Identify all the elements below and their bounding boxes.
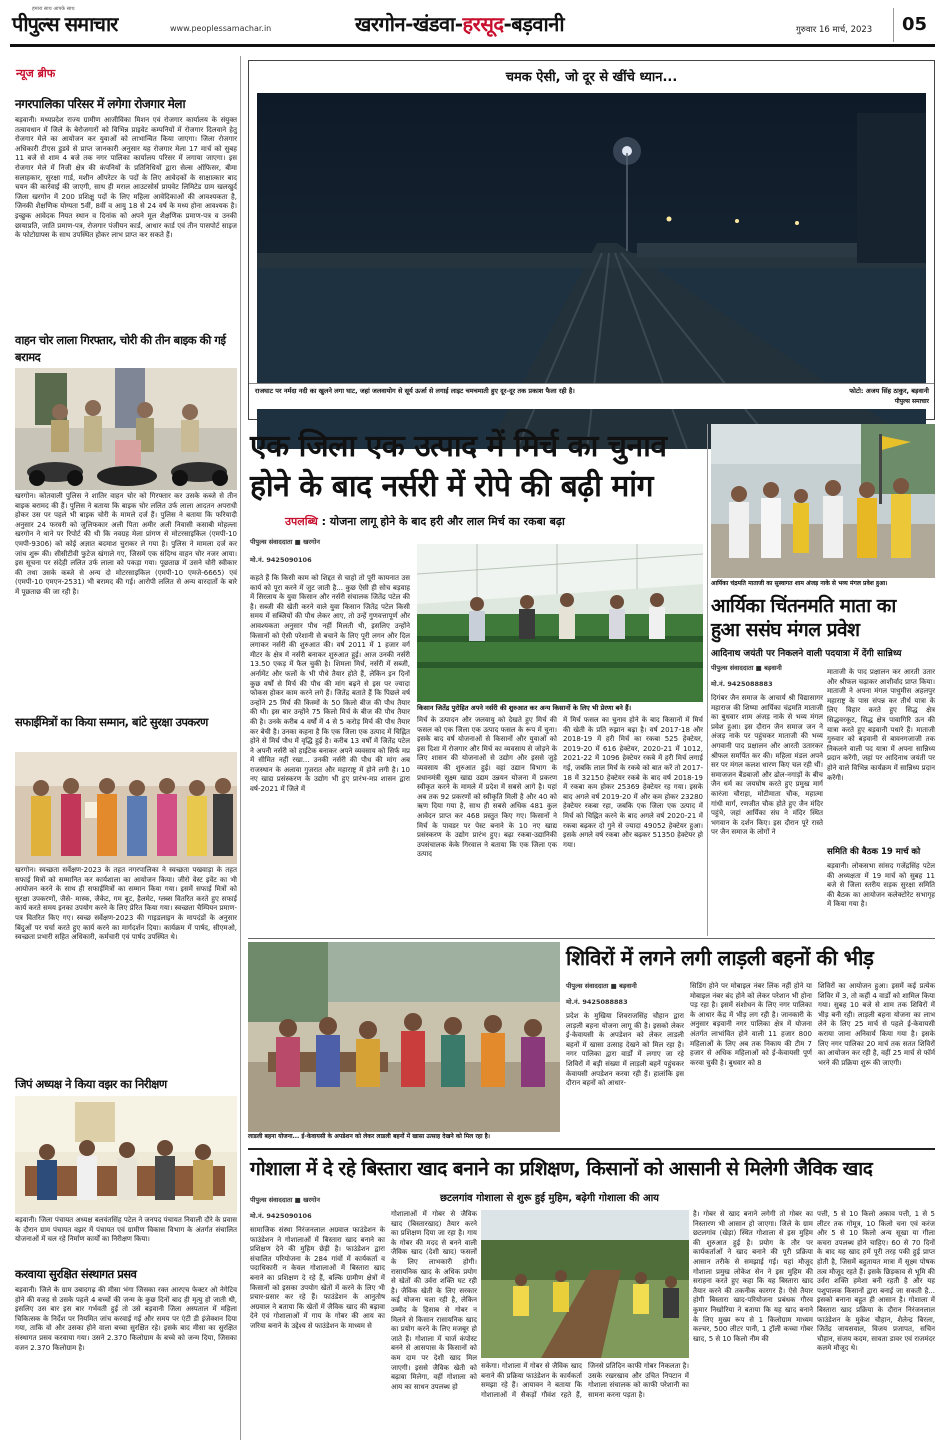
masthead-date: गुरुवार 16 मार्च, 2023: [796, 25, 873, 35]
gaushala-col-3: सकेगा। गोशाला में गोबर से जैविक खाद बनाने की प्रक्रिया फाउंडेशन के कार्यकर्ता समझा रहे हैं। आयावन ने बताया कि गोशालाओं में सैकड़ों गौवंश रहते हैं, जिनसे प्रतिदिन काफी गोबर निकलता है। उसके रखरखाव और उचित निपटान में गोशाला संचालक को काफी परेशानी का सामना करना पड़ता है।: [481, 1362, 692, 1399]
brief-3-headline: सफाईमित्रों का किया सम्मान, बांटे सुरक्षा उपकरण: [15, 715, 208, 729]
ladli-col-1: प्रदेश के मुखिया शिवराजसिंह चौहान द्वारा लाड़ली बहना योजना लागू की है। इसको लेकर ई-केवायसी के अपडेशन को लेकर लाडली बहनों में खासा उत्साह देखने को मिल रहा है। नगर पालिका द्वारा वार्डों में लगाए जा रहे शिविरों में बड़ी संख्या में लाड़ली बहनें पहुंचकर केवायसी अपडेशन करवा रही हैं। हालांकि इस दौरान बहनों को आधार-: [566, 1012, 687, 1088]
ladli-top-rule: [248, 938, 935, 939]
left-column-rule: [240, 56, 241, 1440]
masthead-logo-text: पीपुल्स समाचार: [12, 12, 118, 36]
masthead-logo: [12, 6, 164, 38]
bike-thieves-photo-svg: [15, 368, 237, 490]
chilli-col-1: कहते हैं कि किसी काम को शिद्दत से चाहो तो पूरी कायनात उस कार्य को पूरा करने में जुट जाती है... कुछ ऐसी ही सोच बड़वाह में सिरलाय के युवा किसान और नर्सरी संचालक जितेंद्र पटेल की है। सब्जी की खेती करने वाले युवा किसान जितेंद्र पटेल किसी समय में सब्जियों की पौध लेकर आए, तो उन्हें गुणवत्तापूर्ण और आवश्यकता अनुसार पौध नहीं मिलती थी, इसलिए उन्होंने किसानों को ऐसी परेशानी से बचाने के लिए पूरी लगन और दिल लगाकर नर्सरी की शुरुआत की। वर्ष 2011 में 1 हजार वर्ग मीटर के क्षेत्र में नर्सरी बनाकर शुरुआत हुई। आज उनकी नर्सरी 13.50 एकड़ में फैल चुकी है। शिमला मिर्च, नर्सरी में सब्जी, अर्नामेंट और फलों के भी पौधे तैयार होते हैं, लेकिन इन दिनों कुछ वर्षों से मिर्च की पौध की मांग बढ़ने से इस पर ज्यादा फोकस होकर काम करने लगे हैं। जितेंद्र बताते हैं कि पिछले वर्ष उन्होंने 25 मिर्च की किस्मों के 50 किलो बीज की पौध तैयार की थी। इस बार उन्होंने 75 किलो मिर्च के बीज की पौध तैयार की है। उनके करीब 4 वर्षों में 4 से 5 करोड़ मिर्च की पौध तैयार कर बेची है। उनका कहना है कि एक जिला एक उत्पाद में चिह्नित होने से मिर्च पौध में वृद्धि हुई है। करीब 13 वर्षों में जितेंद्र पटेल ने अपनी नर्सरी को हाईटेक बनाकर अपने व्यवसाय को सिर्फ मप्र में सीमित नहीं रखा... उनकी नर्सरी की पौध की मांग अब राजस्थान के अलावा गुजरात और महाराष्ट्र में होने लगी है। 10 नए खाद्य प्रसंस्करण के उद्योग भी हुए प्रारंभ-मप्र शासन द्वारा वर्ष-2021 में जिले में: [250, 574, 413, 794]
gaushala-col-2: गोशालाओं में गोबर से जैविक खाद (बिस्तारखाद) तैयार करने का प्रशिक्षण दिया जा रहा है। गाय के गोबर की मदद से बनने वाली जैविक खाद (देशी खाद) फसलों के लिए लाभकारी होगी। रासायनिक खाद के अधिक प्रयोग से खेतों की उर्वरा शक्ति घट रही है। जैविक खेती के लिए सरकार कई योजना चला रही है, लेकिन उम्मीद के हिसाब से गोबर न मिलने से किसान रासायनिक खाद का प्रयोग करने के लिए मजबूर हो जाते हैं। गोशाला में चार्ज कंपोस्ट बनने से आसपास के किसानों को कम दाम पर देशी खाद मिल जाएगी। इससे जैविक खेती को बढ़ावा मिलेगा, वहीं गोशाला को आय का साधन उपलब्ध हो: [391, 1210, 480, 1391]
procession-headline-1: आर्यिका चिंतनमति माता का: [711, 595, 896, 617]
brief-2-headline: वाहन चोर लाला गिरफ्तार, चोरी की तीन बाइक की गई बरामद: [15, 333, 226, 364]
brief-3-body: खरगोन। स्वच्छता सर्वेक्षण-2023 के तहत नगरपालिका ने स्वच्छता पखवाड़ा के तहत सफाई मित्रों को सम्मानित कर कार्यशाला का आयोजन किया। जीरो वेस्ट इवेंट का भी आयोजन करने के साथ ही सफाईमित्रों का सम्मान किया गया। इसमें सफाई मित्रों को सुरक्षा उपकरणों, जैसे- मास्क, जैकेट, गम बूट, हैलमेट, ग्लब्स वितरित करते हुए सफाई कार्य करते समय इनका उपयोग करने के लिए प्रेरित किया गया। स्वच्छता चैम्पियन प्रमाण-पत्र वितरित किए गए। स्वच्छ सर्वेक्षण-2023 की गाइडलाइन के मापदंडों के अनुसार बिंदुओं पर चर्चा करते हुए कार्य करने का मार्गदर्शन दिया। कार्यक्रम में पार्षद, सीएमओ, स्वच्छता प्रभारी सहित अधिकारी, कर्मचारी एवं पार्षद उपस्थित थे।: [15, 866, 240, 942]
procession-photo: [711, 424, 935, 578]
masthead-rule: [10, 44, 935, 47]
gaushala-mobile: मो.नं. 9425090106: [250, 1212, 312, 1220]
chilli-headline-1: एक जिला एक उत्पाद में मिर्च का चुनाव: [250, 429, 667, 464]
bike-thieves-photo: [15, 368, 237, 490]
procession-byline: पीपुल्स संवाददाता ■ बड़वानी: [711, 664, 782, 672]
chilli-kicker-sep: :: [321, 515, 330, 528]
section-title-c: -बड़वानी: [503, 12, 565, 36]
page-number: 05: [902, 14, 928, 35]
top-photo-credit-tag: पीपुल्स समाचार: [894, 398, 929, 405]
procession-photo-svg: [711, 424, 935, 578]
chilli-kicker: [285, 514, 705, 530]
brief-1-headline: नगरपालिका परिसर में लगेगा रोजगार मेला: [15, 97, 186, 111]
top-photo-caption-bar: [249, 383, 934, 409]
nursery-photo-svg: [417, 544, 703, 702]
procession-col-2: माताजी के पाद प्रक्षालन कर आरती उतार और श्रीफल चढ़ाकर आशीर्वाद प्राप्त किया। माताजी ने अपना मंगल पाथुमीस अहलपुर महाराष्ट्र के पास संपन्न कर तीर्थ यात्रा के लिए विहार करते हुए सिद्ध क्षेत्र सिद्धवरकूट, सिद्ध क्षेत्र पावागिरि ऊन की यात्रा करते हुए बड़वानी पधारे हैं। माताजी गुरुवार को बड़वानी से बावनगजाजी तक निकलने वाली पद यात्रा में अपना सान्निध्य प्रदान करेंगी, जहां पर आदिनाथ जयंती पर होने वाले विभिन्न कार्यक्रम में सान्निध्य प्रदान करेंगी।: [827, 668, 938, 782]
section-title: [355, 10, 685, 38]
section-title-b: हरसूद: [462, 12, 504, 36]
procession-rule: [707, 424, 708, 936]
masthead-logo-tag: हमारा साथ आपके साथ: [32, 6, 75, 12]
masthead-website[interactable]: www.peoplessamachar.in: [170, 24, 272, 33]
chilli-col-3: में मिर्च फसल का चुनाव होने के बाद किसानों में मिर्च की खेती के प्रति रुझान बढ़ा है। वर्ष 2017-18 और 2018-19 में हरी मिर्च का रकबा 525 हेक्टेयर, 2019-20 में 616 हेक्टेयर, 2020-21 में 1012, 2021-22 में 1096 हेक्टेयर रकबे में हरी मिर्च लगाई गई, जबकि लाल मिर्च के रकबे को बात करें तो 2017-18 में 32150 हेक्टेयर रकबे के बाद वर्ष 2018-19 में रकबा कम होकर 25369 हेक्टेयर रह गया। इसके बाद अगले वर्ष 2019-20 में और कम होकर 23280 हेक्टेयर रकबा रहा, जबकि एक जिला एक उत्पाद में मिर्च को चिह्नित करने के बाद अगले वर्ष 2020-21 में रकबा बढ़कर दो गुने से ज्यादा 49052 हेक्टेयर हुआ। इसके अगले वर्ष रकबा और बढ़कर 51350 हेक्टेयर हो गया।: [563, 716, 706, 849]
ladli-headline: शिविरों में लगने लगी लाड़ली बहनों की भीड़: [566, 946, 874, 970]
chilli-kicker-text: योजना लागू होने के बाद हरी और लाल मिर्च का रकबा बढ़ा: [329, 515, 565, 528]
ladli-byline: पीपुल्स संवाददाता ■ बड़वानी: [566, 982, 637, 990]
procession-headline-2: हुआ ससंघ मंगल प्रवेश: [711, 619, 860, 641]
news-brief-label: [16, 62, 126, 78]
gaushala-photo-svg: [481, 1210, 689, 1358]
procession-col-2b: बड़वानी। लोकसभा सांसद गजेंद्रसिंह पटेल की अध्यक्षता में 19 मार्च को सुबह 11 बजे से जिला स्तरीय सड़क सुरक्षा समिति की बैठक का आयोजन कलेक्टोरेट सभागृह में किया गया है।: [827, 862, 938, 909]
procession-mobile: मो.नं. 9425088883: [711, 680, 773, 688]
news-brief-label-text: न्यूज ब्रीफ: [16, 67, 56, 80]
ladli-photo-svg: [248, 942, 560, 1132]
procession-col-1: दिगंबर जैन समाज के आचार्य श्री विद्यासागर महाराज की शिष्या आर्यिका चंद्रमति माताजी का बुधवार शाम अंजड़ नाके से भव्य मंगल प्रवेश हुआ। इस दौरान जैन समाज जन ने अंजड़ नाके पर पहुंचकर माताजी की भव्य अगवानी पाद प्रक्षालन और आरती उतारकर श्रीफल समर्पित कर की। महिला मंडल अपने सर पर मंगल कलश धारण किए चल रही थीं। समाजजन बैंडबाजों और ढोल-नगाड़ों के बीच जैन धर्म का जयघोष करते हुए प्रमुख मार्ग कारंजा चौराहा, मोटीमाता चौक, महात्मा गांधी मार्ग, रणजीत चौक होते हुए जैन मंदिर पहुंचे, जहां आर्यिका संघ ने मंदिर स्थित भगवान के दर्शन किए। इस दौरान पूरे रास्ते पर जैन समाज के लोगों ने: [711, 694, 826, 837]
zila-panchayat-photo-svg: [15, 1096, 237, 1214]
chilli-col-2: मिर्च के उत्पादन और जलवायु को देखते हुए मिर्च की फसल को एक जिला एक उत्पाद फसल के रूप में चुना। इसके बाद वर्ष योजनाओं से किसानों और युवाओं को इस दिशा में रोजगार और मिर्च का व्यवसाय से जोड़ने के लिए शासन की योजनाओं से उद्योग और इससे जुड़े व्यवसाय की शुरुआत हुई। वहां उद्यान विभाग के प्रधानमंत्री सूक्ष्म खाद्य उद्यम उन्नयन योजना में प्रकरण स्वीकृत करने के मामले में प्रदेश में सबसे आगे है। यहां अब तक 92 प्रकरणों को स्वीकृति मिली है और 40 को ऋण दिया गया है, साथ ही सबसे अधिक 481 कुल आवेदन प्राप्त कर 468 प्रस्तुत किए गए। किसानों ने मिर्च के पावडर पर पेस्ट बनाने के 10 नए खाद्य प्रसंस्करण के उद्योग प्रारंभ हुए। बढ़ा रकबा-उद्यानिकी उपसंचालक केके गिरवाल ने बताया कि एक जिला एक उत्पाद: [417, 716, 560, 859]
masthead: [0, 0, 945, 50]
gaushala-col-1: सामाजिक संस्था निरंजनलाल अग्रवाल फाउंडेशन के फाउंडेशन ने गोशालाओं में बिस्तारा खाद बनाने का प्रशिक्षण देने की मुहिम छेड़ी है। फाउंडेशन द्वारा संचालित परियोजना के 284 गांवों में कार्यकर्ता व पदाधिकारी न केवल गोशालाओं में बिस्तारा खाद बनाने का प्रशिक्षण दे रहे हैं, बल्कि ग्रामीण क्षेत्रों में किसानों को इसका उपयोग खेतों में करने के लिए भी प्रचार-प्रसार कर रहे हैं। फाउंडेशन के आनुतोष अग्रवाल ने बताया कि खेतों में जैविक खाद की बढ़ावा देने एवं गोशालाओं में गाय के गोबर की आय का जरिया बनाने के उद्देश्य से फाउंडेशन के माध्यम से: [250, 1226, 388, 1330]
gaushala-photo: [481, 1210, 689, 1358]
brief-1-body: बड़वानी। मध्यप्रदेश राज्य ग्रामीण आजीविका मिशन एवं रोजगार कार्यालय के संयुक्त तत्वावधान में जिले के बेरोजगारों को विभिन्न प्राइवेट कम्पनियों में रोजगार दिलवाने हेतु रोजगार मेले का आयोजन कर युवाओं को लाभान्वित किया जाएगा। जिला रोजगार अधिकारी टीएस डुडवे से प्राप्त जानकारी अनुसार यह रोजगार मेला 17 मार्च को सुबह 11 बजे से शाम 4 बजे तक नगर पालिका कार्यालय परिसर में लगाया जाएगा। इस रोजगार मेले में निजी क्षेत्र की कंपनियों के प्रतिनिधियों द्वारा सेल्स ऑफिसर, बीमा सलाहकार, सुरक्षा गार्ड, मशीन ऑपरेटर के पदों के लिए आवेदकों के साक्षात्कार बाद चयन की कार्रवाई की जाएगी, साथ ही मराल आउटसोर्स प्रायवेट लिमिटेड ग्राम खलखुर्द जिला खरगोन में 200 प्रशिक्षु पदों के लिए महिला आवेदिकाओं की आवश्यकता है, जिनकी शैक्षणिक योग्यता 5वीं, 8वीं व आयु 18 से 24 वर्ष के मध्य होना आवश्यक है। इच्छुक आवेदक नियत स्थान व दिनांक को अपने मूल शैक्षणिक प्रमाण-पत्र व उनकी छायाप्रति, जाति प्रमाण-पत्र, रोजगार पंजीयन कार्ड, आधार कार्ड एवं तीन पासपोर्ट साइज के फोटोग्राफ्स के साथ उपस्थित होकर लाभ प्राप्त कर सकते हैं।: [15, 116, 240, 240]
procession-subhead-2: समिति की बैठक 19 मार्च को: [827, 847, 921, 857]
safaimitra-photo: [15, 752, 237, 864]
ladli-col-2: सिडिंग होने पर मोबाइल नंबर लिंक नहीं होने या मोबाइल नंबर बंद होने को लेकर परेशान भी होना पड़ रहा है। इसमें संशोधन के लिए नगर पालिका के आधार केंद्र में भीड़ लग रही है। जानकारी के अनुसार बड़वानी नगर पालिका क्षेत्र में योजना अंतर्गत लाभांवित होने वाली 11 हजार 800 महिलाओं के लिए अब तक निकाय की टीम 7 हजार से अधिक महिलाओं को ई-केवायसी पूर्ण करवा चुकी है। बुधवार को 8: [690, 982, 815, 1067]
procession-photo-caption: आर्यिका चंद्रमति माताजी का सुस्वागत शाम अंजड़ नाके से भव्य मंगल प्रवेश हुआ।: [711, 580, 888, 587]
chilli-kicker-label: उपलब्धि: [285, 515, 318, 528]
ladli-mobile: मो.नं. 9425088883: [566, 998, 628, 1006]
brief-5-body: बड़वानी। जिले के ग्राम उबादगढ़ की मीसा भंगा जिसका रक्त आरएच फेक्टर ओ नेगेटिव होने की वजह से उसके पहले 4 बच्चों की जन्म के कुछ दिनों बाद ही मृत्यु हो जाती थी, इसलिए उस बार इस बार गर्भवती हुई तो उसे बड़वानी जिला अस्पताल में महिला चिकित्सक के निर्देश पर नियमित जांच करवाई गई और समय पर एंटी डी इंजेक्शन दिया गया, ताकि वो और उसका होने वाला बच्चा सुरक्षित रहे। इसके बाद मीसा का सुरक्षित संस्थागत प्रसव करवाया गया। उसने 2.370 किलोग्राम के बच्चे को जन्म दिया, जिसका वजन 2.370 किलोग्राम है।: [15, 1286, 240, 1352]
top-photo-caption: राजघाट पर नर्मदा नदी का खुलने लगा घाट, जहां जलवायोग से सूर्य ऊर्जा से लगाई लाइट चमचमाती हुए दूर-दूर तक प्रकाश फैला रही है।: [255, 387, 575, 395]
gaushala-byline: पीपुल्स संवाददाता ■ खरगोन: [250, 1196, 320, 1204]
masthead-divider: [893, 8, 894, 42]
top-photo-credit: फोटो: अजय सिंह ठाकुर, बड़वानी: [849, 387, 929, 395]
brief-2-body: खरगोन। कोतवाली पुलिस ने शातिर वाहन चोर को गिरफ्तार कर उसके कब्जे से तीन बाइक बरामद की हैं। पुलिस ने बताया कि बाइक चोर ललित उर्फ लाला आदतन अपराधी होकर उस पर पहले भी बाइक चोरी के मामले दर्ज हैं। पुलिस ने बताया कि फरियादी अनुसार 24 फरवरी को जुलिफकार अली पिता अमीर अली निवासी कसाबी मोहल्ला खरगोन ने थाने पर रिपोर्ट की थी कि नवग्रह मेला प्रांगण से मोटरसाइकिल (एमपी-10 एमपी-9306) को कोई अज्ञात बदमाश चुराकर ले गया है। पुलिस ने मामला दर्ज कर जांच शुरू की। सीसीटीवी फुटेज खंगाले गए, जिसमें एक संदिग्ध वाहन चोर नजर आया। इस सूचना पर संदेही ललित उर्फ लाला को पकड़ा गया। पूछताछ में उसने चोरी स्वीकार की तथा उसके कब्जे से अन्य दो मोटरसाइकिल (एमपी-10 एमजे-6665) एवं (एमपी-10 एमएन-2531) भी बरामद की गई। आरोपी ललित से अन्य वारदातों के बारे में पूछताछ की जा रही है।: [15, 492, 240, 596]
ladli-photo: [248, 942, 560, 1132]
top-photo-title: चमक ऐसी, जो दूर से खींचे ध्यान...: [505, 70, 678, 85]
nursery-photo-caption: किसान जितेंद्र पुरोहित अपने नर्सरी की शुरुआत कर अन्य किसानों के लिए भी प्रेरणा बने हैं।: [417, 704, 632, 712]
gaushala-top-rule: [248, 1148, 935, 1150]
gaushala-col-5: पत्ती, 5 से 10 किलो अकाव पत्ती, 1 से 5 लीटर तक गोमूत्र, 10 किलो चना एवं करंज और 5 से 10 किलो अन्य सूखा या गीला कचरा उपलब्ध होने चाहिए। 60 से 70 दिनों के बाद यह खाद हमें पूरी तरह पकी हुई प्राप्त होती है, जिसमें बहुतायत मात्रा में सूक्ष्म पोषक तत्व मौजूद रहते हैं। इसके छिड़काव से भूमि की उर्वरा शक्ति हमेशा बनी रहती है और यह पशुपालक किसानों द्वारा बनाई जा सकती है... इसको बनाना बहुत ही आसान है। गोशाला में बिस्तारा खाद प्रक्रिया के दौरान निरंजनलाल फाउंडेशन के मुकेश चौहान, शैलेन्द्र बिरला, जितेंद्र जायसवाल, विजय प्रजापत, सचिन चौहान, संजय कदम, सावता डावर एवं राजमंदर कलमे मौजूद थे।: [817, 1210, 938, 1353]
procession-subhead: आदिनाथ जयंती पर निकलने वाली पदयात्रा में देंगी सान्निध्य: [711, 649, 902, 659]
nursery-photo: [417, 544, 703, 702]
top-photo-frame: [248, 60, 935, 420]
zila-panchayat-photo: [15, 1096, 237, 1214]
chilli-byline: पीपुल्स संवाददाता ■ खरगोन: [250, 538, 320, 546]
gaushala-subhead: छटलगांव गोशाला से शुरू हुई मुहिम, बढ़ेगी गोशाला की आय: [440, 1193, 659, 1204]
gaushala-headline: गोशाला में दे रहे बिस्तारा खाद बनाने का प्रशिक्षण, किसानों को आसानी से मिलेगी जैविक खाद: [250, 1158, 873, 1180]
section-title-a: खरगोन-खंडवा-: [355, 12, 463, 36]
ladli-photo-caption: लाडली बहना योजना... ई-केवायसी के अपडेशन को लेकर लाडली बहनों में खासा उत्साह देखने को मिल रहा है।: [248, 1133, 491, 1140]
brief-4-body: बड़वानी। जिला पंचायत अध्यक्ष बलवंतसिंह पटेल ने जनपद पंचायत निवाली दौरे के प्रवास के दौरान ग्राम पंचायत वझर में पंचायत एवं ग्रामीण विकास विभाग के अंतर्गत संचालित योजनाओं में चल रहे निर्माण कार्यों का निरीक्षण किया।: [15, 1216, 240, 1244]
brief-4-headline: जिपं अध्यक्ष ने किया वझर का निरीक्षण: [15, 1077, 167, 1091]
chilli-mobile: मो.नं. 9425090106: [250, 556, 312, 564]
gaushala-col-4: है। गोबर से खाद बनाने लगेगी तो गोबर का निस्तारण भी आसान हो जाएगा। जिले के ग्राम छटलगांव (खेड़ा) स्थित गोशाला से इस मुहिम की शुरुआत हुई है। प्रयोग के तौर पर कार्यकर्ताओं ने खाद बनाने की पूरी प्रक्रिया आसान तरीके से समझाई गई। यहां मौजूद गोशाला प्रमुख लोकेश सेन ने इस मुहिम की सराहना करते हुए कहा कि यह बिस्तारा खाद तैयार करने की तकनीक कारगर है। ऐसे तैयार होगी बिस्तारा खाद-परियोजना प्रबंधक गौरव कुमार निखोरिया ने बताया कि यह खाद बनाने के लिए मुख्य रूप से 1 किलोग्राम माध्यम कल्चर, 500 लीटर पानी, 1 ट्रॉली कच्चा गोबर खाद, 5 से 10 किलो नीम की: [693, 1210, 816, 1343]
brief-5-headline: करवाया सुरक्षित संस्थागत प्रसव: [15, 1267, 137, 1281]
ladli-col-3: शिविरों का आयोजन हुआ। इसमें कई प्रत्येक शिविर में 3, तो कहीं 4 वार्डों को शामिल किया गया। सुबह 10 बजे से शाम तक शिविरों में भीड़ बनी रही। लाड़ली बहना योजना का लाभ लेने के लिए 25 मार्च से पहले ई-केवायसी कराया जाना अनिवार्य किया गया है। इसके लिए नगर पालिका 20 मार्च तक सतत शिविरों का आयोजन कर रही है, वहीं 25 मार्च से फॉर्म भरने की प्रक्रिया शुरू की जाएगी।: [818, 982, 938, 1067]
chilli-headline-2: होने के बाद नर्सरी में रोपे की बढ़ी मांग: [250, 469, 653, 504]
safaimitra-photo-svg: [15, 752, 237, 864]
